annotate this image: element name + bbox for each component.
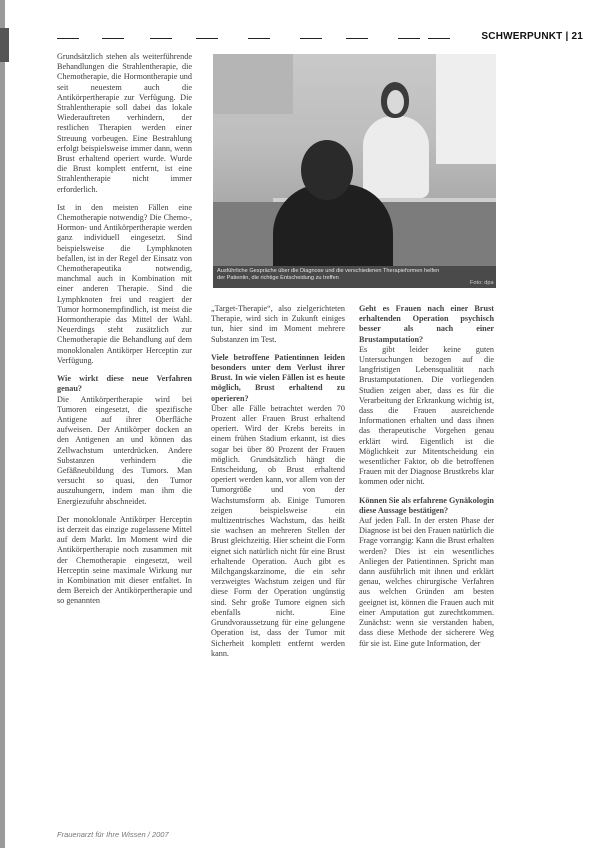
header-rule xyxy=(57,38,79,39)
interview-question: Können Sie als erfahrene Gynäkologin diese Aussage bestätigen? xyxy=(359,495,494,515)
header-rule xyxy=(300,38,322,39)
edge-tab-marker xyxy=(0,28,9,62)
interview-question: Geht es Frauen nach einer Brust erhaltenden Operation psychisch besser als nach einer Brustamputation? xyxy=(359,304,494,344)
section-title: SCHWERPUNKT xyxy=(481,31,563,42)
header-rule xyxy=(102,38,124,39)
running-header xyxy=(481,31,583,42)
paragraph: Der monoklonale Antikörper Herceptin ist derzeit das einzige zugelassene Mittel auf dem Markt. Im Moment wird die Antikörpertherapie noch zusammen mit der Chemotherapie eingesetzt, weil Herceptin seine maximale Wirkung nur in Kombination mit dieser entfaltet. In dem Bereich der Antikörpertherapie und so genannten xyxy=(57,514,192,606)
header-rule xyxy=(248,38,270,39)
text-column-3 xyxy=(359,304,494,824)
paragraph: Ist in den meisten Fällen eine Chemotherapie notwendig? Die Chemo-, Hormon- und Antikörpertherapie werden ganz individuell eingesetzt. Sind beispielsweise die Lymphknoten befallen, ist in der Regel der Einsatz von Chemotherapeutika notwendig, manchmal auch in Kombination mit einer anderen Therapie. Sind die Lymphknoten frei und reagiert der Tumor hormonempfindlich, ist meist die Hormontherapie das Mittel der Wahl. Neuerdings steht zusätzlich zur Chemotherapie die Behandlung auf dem monoklonalen Antikörper Herceptin zur Verfügung. xyxy=(57,202,192,365)
photo-window xyxy=(436,54,496,164)
header-rule xyxy=(398,38,420,39)
photo-credit: Foto: dpa xyxy=(470,280,494,286)
interview-question: Viele betroffene Patientinnen leiden besonders unter dem Verlust ihrer Brust. In wie vielen Fällen ist es heute möglich, Brust erhaltend zu operieren? xyxy=(211,352,345,403)
page-number: 21 xyxy=(571,31,583,42)
photo-patient-head xyxy=(301,140,353,200)
paragraph: Über alle Fälle betrachtet werden 70 Prozent aller Frauen Brust erhaltend operiert. Wird der Krebs bereits in einem frühen Stadium erkannt, ist dies sogar bei über 80 Prozent der Frauen möglich. Grundsätzlich hängt die Entscheidung, ob Brust erhaltend operiert werden kann, vor allem von der Tumorgröße und von der Wachstumsform ab. Einige Tumoren zeigen beispielsweise ein multizentrisches Wachstum, das heißt sie wachsen an mehreren Stellen der Brust gleichzeitig. Hier scheint die Form eignet sich natürlich nicht für eine Brust erhaltende Operation. Auch gibt es Milchgangskarzinome, die ein sehr verzweigtes Wachstum zeigen und für diese Form der Operation ungünstig sind. Sehr große Tumore eignen sich ebenfalls nicht. Eine Grundvoraussetzung für eine gelungene Operation ist, dass der Tumor mit Sicherheit komplett entfernt werden kann. xyxy=(211,403,345,658)
photo-doctor xyxy=(363,116,429,198)
header-separator: | xyxy=(565,31,572,42)
photo-doctor-face xyxy=(387,90,404,114)
paragraph: Die Antikörpertherapie wird bei Tumoren eingesetzt, die spezifische Antigene auf ihrer Oberfläche aufweisen. Der Antikörper docken an den Antigenen an und können das Zellwachstum unterdrücken. Andere Substanzen verhindern die Gefäßneubildung des Tumors. Man versucht so quasi, den Tumor auszuhungern, indem man ihm die Energiezufuhr abschneidet. xyxy=(57,394,192,506)
photo-shelf xyxy=(213,54,293,114)
consultation-photo xyxy=(213,54,496,272)
header-rule xyxy=(150,38,172,39)
interview-question: Wie wirkt diese neue Verfahren genau? xyxy=(57,374,192,394)
header-rule xyxy=(346,38,368,39)
paragraph: Auf jeden Fall. In der ersten Phase der Diagnose ist bei den Frauen natürlich die Frage vorrangig: Kann die Brust erhalten werden? Dies ist ein wesentliches Anliegen der Patientinnen. Spricht man dann ausführlich mit ihnen und erklärt genau, welches chirurgische Verfahren aus welchen Gründen am besten geeignet ist, können die Frauen auch mit einer Amputation gut zurechtkommen. Zunächst: wenn sie verstanden haben, dass diese Methode der sicherere Weg für sie ist. Eine gute Information, der xyxy=(359,516,494,648)
header-rule xyxy=(196,38,218,39)
text-column-1 xyxy=(57,52,192,822)
photo-caption: Ausführliche Gespräche über die Diagnose und die verschiedenen Therapieformen helfen der Patientin, die richtige Entscheidung zu treffen xyxy=(217,268,440,282)
header-rule xyxy=(428,38,450,39)
paragraph: Es gibt leider keine guten Untersuchungen bezogen auf die langfristigen Lebensqualität nach Brustamputationen. Die vorliegenden Studien zeigen aber, dass es für die Verarbeitung der Erkrankung wichtig ist, dass die Frauen ausreichende Informationen erhalten und dass ihnen das therapeutische Vorgehen genau erklärt wird. Eigentlich ist die Möglichkeit zur Mitentscheidung ein wesentlicher Faktor, ob die betroffenen Frauen mit der Diagnose Brustkrebs klar kommen oder nicht. xyxy=(359,344,494,487)
paragraph: Grundsätzlich stehen als weiterführende Behandlungen die Strahlentherapie, die Chemotherapie, die Hormontherapie und seit neuestem auch die Antikörpertherapie zur Verfügung. Die Strahlentherapie soll dabei das lokale Wiederauftreten verhindern, der restlichen Therapien werden einer Streuung vorbeugen. Eine Bestrahlung erfolgt beispielsweise immer dann, wenn Brust erhaltend operiert wurde. Wurde die Brust komplett entfernt, ist eine Strahlentherapie nicht immer erforderlich. xyxy=(57,52,192,194)
page-footer: Frauenarzt für Ihre Wissen / 2007 xyxy=(57,830,169,839)
page-edge xyxy=(0,0,5,848)
text-column-2 xyxy=(211,304,345,824)
paragraph: „Target-Therapie“, also zielgerichteten Therapie, wird sich in Zukunft einiges tun, hier sind im Moment mehrere Substanzen im Test. xyxy=(211,304,345,344)
